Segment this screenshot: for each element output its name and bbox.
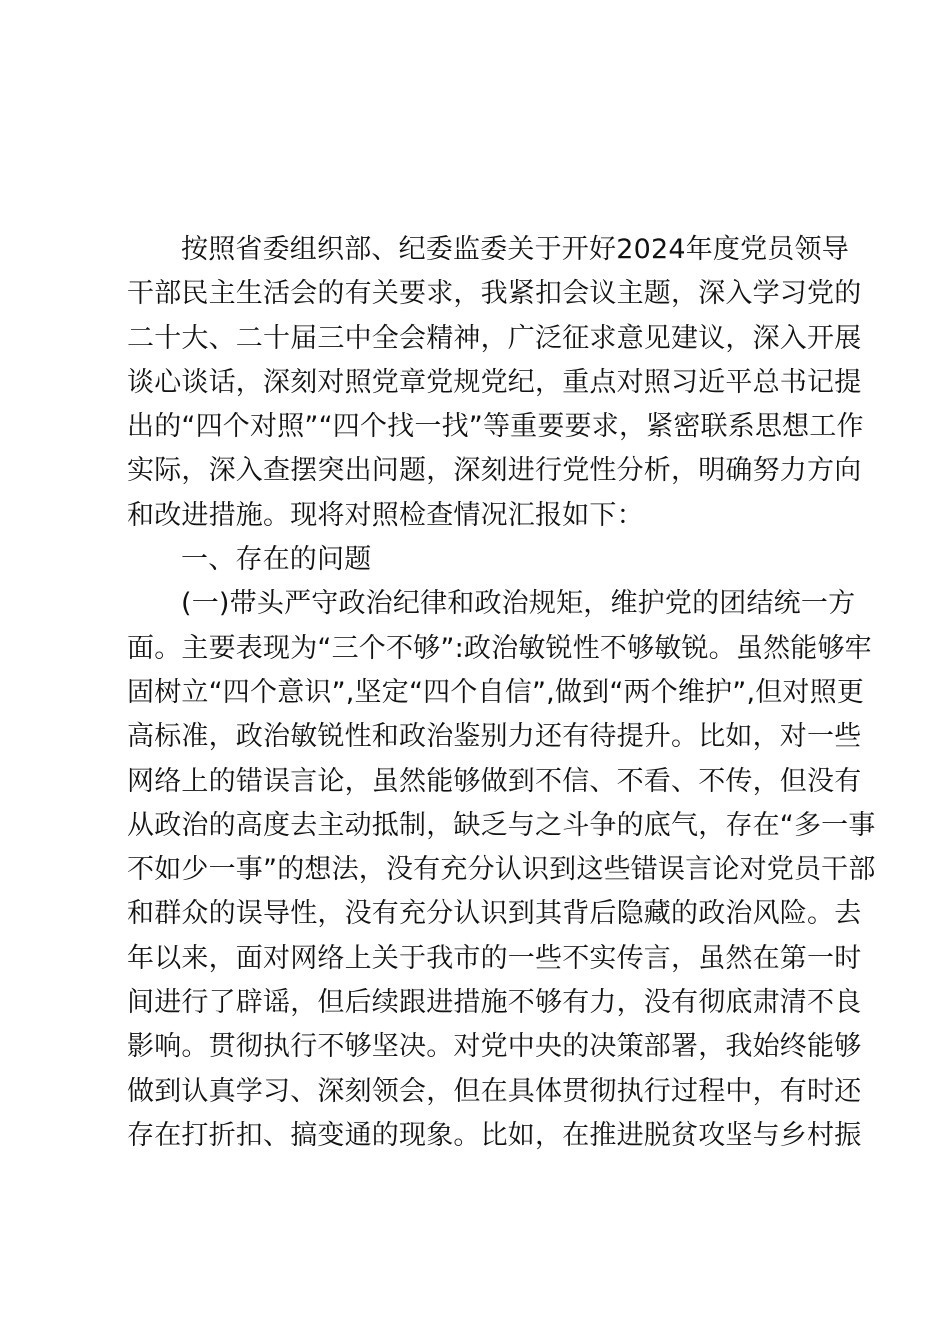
paragraph-line: 和改进措施。现将对照检查情况汇报如下： (127, 499, 644, 531)
paragraph-line: 年以来，面对网络上关于我市的一些不实传言，虽然在第一时 (127, 942, 862, 974)
paragraph-line: 影响。贯彻执行不够坚决。对党中央的决策部署，我始终能够 (127, 1031, 862, 1063)
paragraph-line: 网络上的错误言论，虽然能够做到不信、不看、不传，但没有 (127, 765, 862, 797)
paragraph-line: 做到认真学习、深刻领会，但在具体贯彻执行过程中，有时还 (127, 1075, 862, 1107)
paragraph-line: 出的“四个对照”“四个找一找”等重要要求，紧密联系思想工作 (127, 411, 864, 443)
section-heading: 一、存在的问题 (181, 544, 372, 576)
paragraph-line: 和群众的误导性，没有充分认识到其背后隐藏的政治风险。去 (127, 898, 862, 930)
paragraph-line: 间进行了辟谣，但后续跟进措施不够有力，没有彻底肃清不良 (127, 987, 862, 1019)
paragraph-line: 按照省委组织部、纪委监委关于开好2024年度党员领导 (181, 234, 849, 265)
document-body (127, 228, 876, 1158)
paragraph-line: 谈心谈话，深刻对照党章党规党纪，重点对照习近平总书记提 (127, 366, 862, 398)
subsection-heading-line: (一)带头严守政治纪律和政治规矩，维护党的团结统一方 (181, 588, 856, 620)
paragraph-line: 二十大、二十届三中全会精神，广泛征求意见建议，深入开展 (127, 322, 862, 354)
paragraph-line: 不如少一事”的想法，没有充分认识到这些错误言论对党员干部 (127, 854, 876, 886)
paragraph-line: 高标准，政治敏锐性和政治鉴别力还有待提升。比如，对一些 (127, 721, 862, 753)
paragraph-line: 存在打折扣、搞变通的现象。比如，在推进脱贫攻坚与乡村振 (127, 1119, 862, 1151)
paragraph-line: 从政治的高度去主动抵制，缺乏与之斗争的底气，存在“多一事 (127, 809, 876, 841)
paragraph-line: 固树立“四个意识”,坚定“四个自信”,做到“两个维护”,但对照更 (127, 676, 865, 708)
paragraph-line: 面。主要表现为“三个不够”:政治敏锐性不够敏锐。虽然能够牢 (127, 632, 872, 664)
paragraph-line: 实际，深入查摆突出问题，深刻进行党性分析，明确努力方向 (127, 455, 862, 487)
paragraph-line: 干部民主生活会的有关要求，我紧扣会议主题，深入学习党的 (127, 278, 862, 310)
